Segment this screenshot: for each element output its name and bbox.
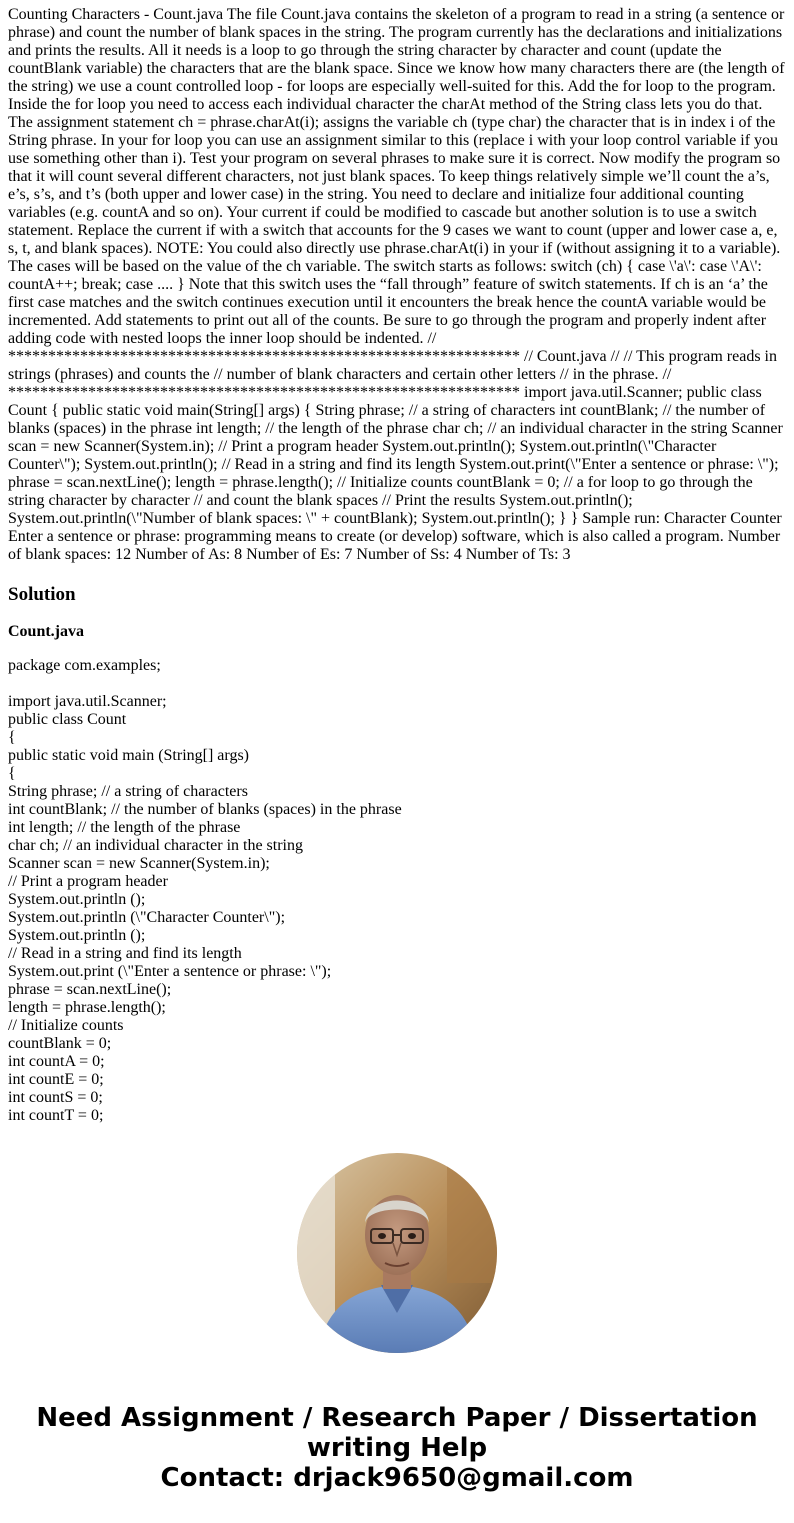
document-body bbox=[8, 6, 786, 1125]
code-line: // Print a program header bbox=[8, 873, 168, 890]
code-line: int countT = 0; bbox=[8, 1107, 104, 1124]
code-line: System.out.print (\"Enter a sentence or phrase: \"); bbox=[8, 963, 332, 980]
code-line: int length; // the length of the phrase bbox=[8, 819, 241, 836]
code-line: int countA = 0; bbox=[8, 1053, 105, 1070]
code-line: System.out.println (); bbox=[8, 927, 146, 944]
code-line: char ch; // an individual character in the string bbox=[8, 837, 303, 854]
file-name-heading: Count.java bbox=[8, 623, 85, 640]
code-line bbox=[8, 675, 786, 693]
solution-code bbox=[8, 657, 786, 1125]
code-line: import java.util.Scanner; bbox=[8, 693, 167, 710]
portrait-icon bbox=[297, 1153, 497, 1353]
author-avatar bbox=[297, 1153, 497, 1353]
code-line: public class Count bbox=[8, 711, 127, 728]
code-line: Scanner scan = new Scanner(System.in); bbox=[8, 855, 270, 872]
footer-help-text: Need Assignment / Research Paper / Dissertation writing Help bbox=[36, 1403, 758, 1463]
code-line: phrase = scan.nextLine(); bbox=[8, 981, 172, 998]
code-line: { bbox=[8, 729, 16, 746]
code-line: public static void main (String[] args) bbox=[8, 747, 249, 764]
code-line: int countS = 0; bbox=[8, 1089, 103, 1106]
code-line: // Initialize counts bbox=[8, 1017, 124, 1034]
question-text: Counting Characters - Count.java The file Count.java contains the skeleton of a program to read in a string (a sentence or phrase) and count the number of blank spaces in the string. The program currently has the declarations and initializations and prints the results. All it needs is a loop to go through the string character by character and count (update the countBlank variable) the characters that are the blank space. Since we know how many characters there are (the length of the string) we use a count controlled loop - for loops are especially well-suited for this. Add the for loop to the program. Inside the for loop you need to access each individual character the charAt method of the String class lets you do that. The assignment statement ch = phrase.charAt(i); assigns the variable ch (type char) the character that is in index i of the String phrase. In your for loop you can use an assignment similar to this (replace i with your loop control variable if you use something other than i). Test your program on several phrases to make sure it is correct. Now modify the program so that it will count several different characters, not just blank spaces. To keep things relatively simple we’ll count the a’s, e’s, s’s, and t’s (both upper and lower case) in the string. You need to declare and initialize four additional counting variables (e.g. countA and so on). Your current if could be modified to cascade but another solution is to use a switch statement. Replace the current if with a switch that accounts for the 9 cases we want to count (upper and lower case a, e, s, t, and blank spaces). NOTE: You could also directly use phrase.charAt(i) in your if (without assigning it to a variable). The cases will be based on the value of the ch variable. The switch starts as follows: switch (ch) { case \'a\': case \'A\': countA++; break; case .... } Note that this switch uses the “fall through” feature of switch statements. If ch is an ‘a’ the first case matches and the switch continues execution until it encounters the break hence the countA variable would be incremented. Add statements to print out all of the counts. Be sure to go through the program and properly indent after adding code with nested loops the inner loop should be indented. // **************************************************************** // Count.java // // This program reads in strings (phrases) and counts the // number of blank characters and certain other letters // in the phrase. // **************************************************************** import java.util.Scanner; public class Count { public static void main(String[] args) { String phrase; // a string of characters int countBlank; // the number of blanks (spaces) in the phrase int length; // the length of the phrase char ch; // an individual character in the string Scanner scan = new Scanner(System.in); // Print a program header System.out.println(); System.out.println(\"Character Counter\"); System.out.println(); // Read in a string and find its length System.out.print(\"Enter a sentence or phrase: \"); phrase = scan.nextLine(); length = phrase.length(); // Initialize counts countBlank = 0; // a for loop to go through the string character by character // and count the blank spaces // Print the results System.out.println(); System.out.println(\"Number of blank spaces: \" + countBlank); System.out.println(); } } Sample run: Character Counter Enter a sentence or phrase: programming means to create (or develop) software, which is also called a program. Number of blank spaces: 12 Number of As: 8 Number of Es: 7 Number of Ss: 4 Number of Ts: 3 bbox=[8, 6, 785, 563]
code-line: { bbox=[8, 765, 16, 782]
footer-banner bbox=[0, 1403, 794, 1493]
code-line: // Read in a string and find its length bbox=[8, 945, 242, 962]
code-line: int countBlank; // the number of blanks (spaces) in the phrase bbox=[8, 801, 402, 818]
code-line: package com.examples; bbox=[8, 657, 161, 674]
code-line: System.out.println (); bbox=[8, 891, 146, 908]
code-line: countBlank = 0; bbox=[8, 1035, 112, 1052]
solution-heading: Solution bbox=[8, 584, 76, 605]
code-line: System.out.println (\"Character Counter\"); bbox=[8, 909, 286, 926]
footer-contact-text: Contact: drjack9650@gmail.com bbox=[160, 1463, 634, 1493]
code-line: int countE = 0; bbox=[8, 1071, 104, 1088]
code-line: String phrase; // a string of characters bbox=[8, 783, 248, 800]
code-line: length = phrase.length(); bbox=[8, 999, 166, 1016]
